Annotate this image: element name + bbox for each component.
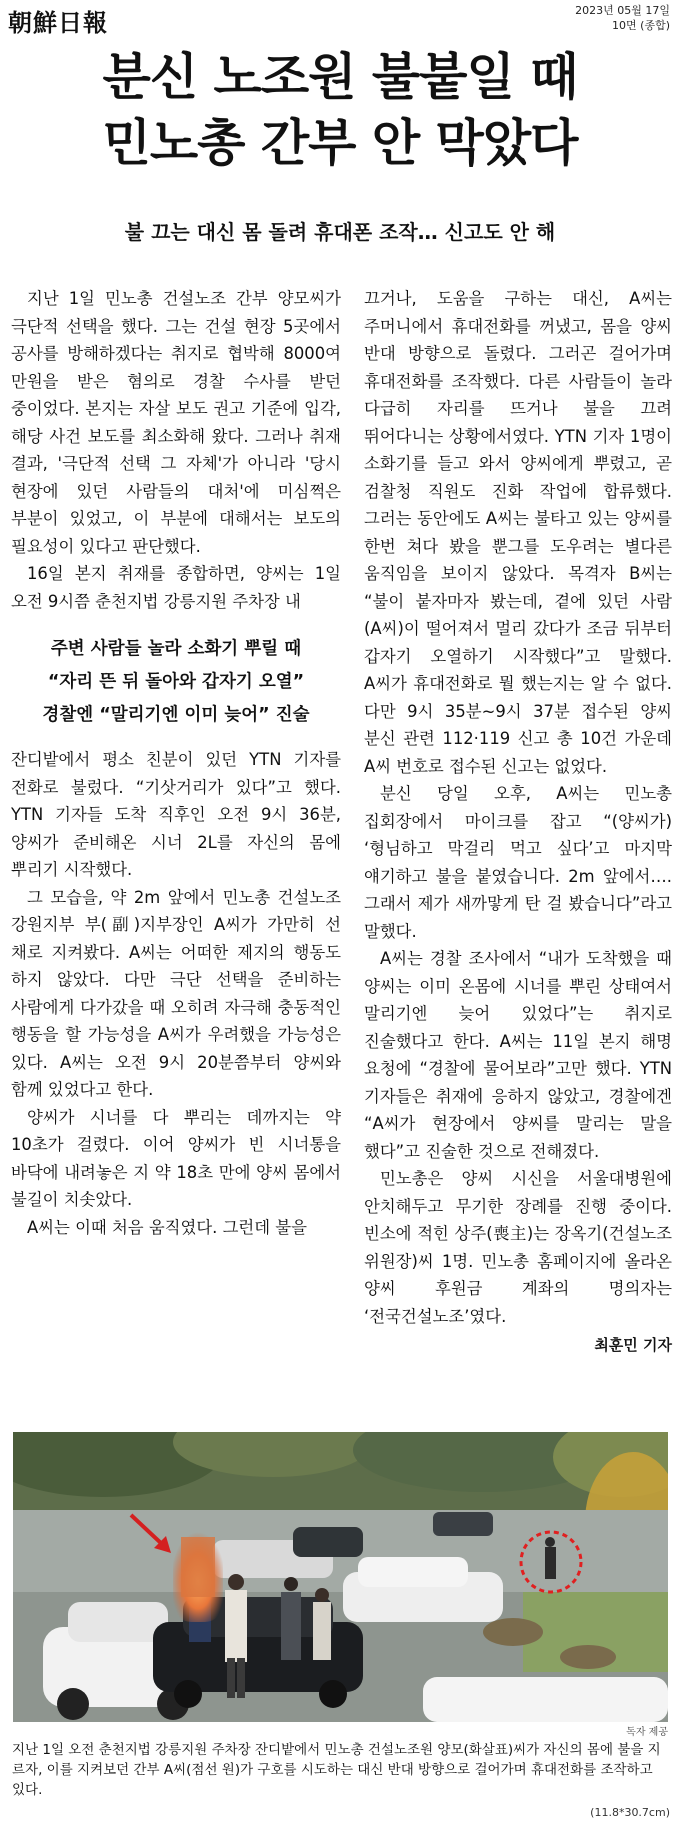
article-paragraph: 양씨가 시너를 다 뿌리는 데까지는 약 10초가 걸렸다. 이어 양씨가 빈 시너통을 바닥에 내려놓은 지 약 18초 만에 양씨 몸에서 불길이 치솟았다. [11, 1107, 341, 1209]
publish-date: 2023년 05월 17일 [575, 4, 670, 17]
article-paragraph: 분신 당일 오후, A씨는 민노총 집회장에서 마이크를 잡고 “(양씨가) ‘형님하고 막걸리 먹고 싶다’고 마지막 얘기하고 불을 붙였습니다. 2m 앞에서…. 그래서 제가 새까맣게 탄 걸 봤습니다”라고 말했다. [364, 784, 672, 941]
news-photo [13, 1432, 668, 1722]
byline: 최훈민 기자 [594, 1336, 672, 1354]
article-paragraph: 그 모습을, 약 2m 앞에서 민노총 건설노조 강원지부 부(副)지부장인 A씨가 가만히 선 채로 지켜봤다. A씨는 어떠한 제지의 행동도 하지 않았다. 다만 극단 선택을 준비하는 사람에게 다가갔을 때 오히려 자극해 충동적인 행동을 할 가능성을 A씨가 우려했을 가능성은 있다. A씨는 오전 9시 20분쯤부터 양씨와 함께 있었다고 한다. [11, 887, 341, 1099]
article-paragraph: 잔디밭에서 평소 친분이 있던 YTN 기자를 전화로 불렀다. “기삿거리가 있다”고 했다. YTN 기자들 도착 직후인 오전 9시 36분, 양씨가 준비해온 시너 2L를 자신의 몸에 뿌리기 시작했다. [11, 750, 341, 879]
article-left-column [11, 285, 341, 1241]
article-paragraph: 끄거나, 도움을 구하는 대신, A씨는 주머니에서 휴대전화를 꺼냈고, 몸을 양씨 반대 방향으로 돌렸다. 그러곤 걸어가며 휴대전화를 조작했다. 다른 사람들이 놀라 다급히 자리를 뜨거나 불을 끄려 뛰어다니는 상황에서였다. YTN 기자 1명이 소화기를 들고 와서 양씨에게 뿌렸고, 곧 검찰청 직원도 진화 작업에 합류했다. 그러는 동안에도 A씨는 불타고 있는 양씨를 한번 쳐다 봤을 뿐그를 도우려는 별다른 움직임을 보이지 않았다. 목격자 B씨는 “불이 붙자마자 봤는데, 곁에 있던 사람(A씨)이 떨어져서 멀리 갔다가 조금 뒤부터 갑자기 오열하기 시작했다”고 말했다. A씨가 휴대전화로 뭘 했는지는 알 수 없다. 다만 9시 35분~9시 37분 접수된 양씨 분신 관련 112·119 신고 총 10건 가운데 A씨 번호로 접수된 신고는 없었다. [364, 289, 672, 776]
pull-quote-line: 경찰엔 “말리기엔 이미 늦어” 진술 [42, 705, 310, 725]
article-paragraph: 민노총은 양씨 시신을 서울대병원에 안치해두고 무기한 장례를 진행 중이다. 빈소에 적힌 상주(喪主)는 장옥기(건설노조 위원장)씨 1명. 민노총 홈페이지에 올라온 양씨 후원금 계좌의 명의자는 ‘전국건설노조’였다. [364, 1169, 672, 1326]
photo-credit: 독자 제공 [626, 1727, 668, 1738]
masthead [0, 0, 680, 42]
pull-quote [11, 633, 341, 732]
headline-line-1: 분신 노조원 불붙일 때 [102, 48, 578, 106]
article-right-column [364, 285, 672, 1360]
article-paragraph: 16일 본지 취재를 종합하면, 양씨는 1일 오전 9시쯤 춘천지법 강릉지원 주차장 내 [11, 564, 341, 611]
clipping-size: (11.8*30.7cm) [590, 1806, 670, 1819]
pull-quote-line: “자리 뜬 뒤 돌아와 갑자기 오열” [47, 672, 305, 692]
subheadline: 불 끄는 대신 몸 돌려 휴대폰 조작… 신고도 안 해 [124, 220, 556, 244]
newspaper-logo: 朝鮮日報 [8, 8, 108, 37]
article-paragraph: A씨는 이때 처음 움직였다. 그런데 불을 [27, 1217, 307, 1237]
article-paragraph: 지난 1일 민노총 건설노조 간부 양모씨가 극단적 선택을 했다. 그는 건설 현장 5곳에서 공사를 방해하겠다는 취지로 협박해 8000여 만원을 받은 혐의로 경찰 수사를 받던 중이었다. 본지는 자살 보도 권고 기준에 입각, 해당 사건 보도를 최소화해 왔다. 그러나 취재 결과, '극단적 선택 그 자체'가 아니라 '당시 현장에 있던 사람들의 대처'에 미심쩍은 부분이 있었고, 이 부분에 대해서는 보도의 필요성이 있다고 판단했다. [11, 289, 341, 556]
headline-line-2: 민노총 간부 안 막았다 [102, 114, 578, 172]
date-info [575, 3, 670, 33]
pull-quote-line: 주변 사람들 놀라 소화기 뿌릴 때 [50, 639, 302, 659]
article-paragraph: A씨는 경찰 조사에서 “내가 도착했을 때 양씨는 이미 온몸에 시너를 뿌린 상태여서 말리기엔 늦어 있었다”는 취지로 진술했다고 한다. A씨는 11일 본지 해명 요청에 “경찰에 물어보라”고만 했다. YTN 기자들은 취재에 응하지 않았고, 경찰에겐 “A씨가 현장에서 양씨를 말리는 말을 했다”고 진술한 것으로 전해졌다. [364, 949, 672, 1161]
page-section: 10면 (종합) [612, 19, 670, 32]
headline [0, 44, 680, 176]
parking-lot-scene [13, 1432, 668, 1722]
photo-caption: 지난 1일 오전 춘천지법 강릉지원 주차장 잔디밭에서 민노총 건설노조원 양모(화살표)씨가 자신의 몸에 불을 지르자, 이를 지켜보던 간부 A씨(점선 원)가 구호를 시도하는 대신 반대 방향으로 걸어가며 휴대전화를 조작하고 있다. [12, 1742, 661, 1798]
